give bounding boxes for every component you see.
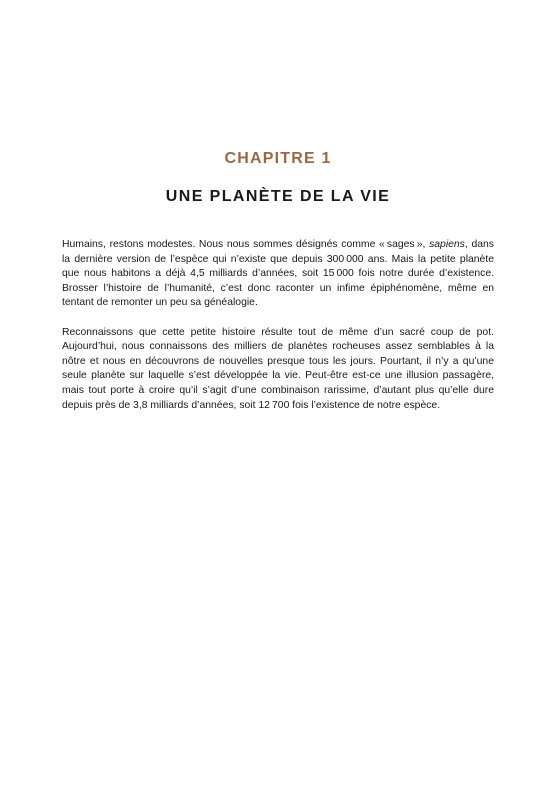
paragraph-2: Reconnaissons que cette petite histoire résulte tout de même d’un sacré coup de pot. Aujourd’hui, nous connaissons des milliers de planètes rocheuses assez semblables à la nôtre et nous en découvrons de nouvelles presque tous les jours. Pourtant, il n’y a qu’une seule planète sur laquelle s’est développée la vie. Peut-être est-ce une illusion passagère, mais tout porte à croire qu’il s’agit d’une combinaison rarissime, d’autant plus qu’elle dure depuis près de 3,8 milliards d’années, soit 12 700 fois l’existence de notre espèce. [62, 326, 494, 411]
paragraph-1-end: , dans la dernière version de l’espèce qui n’existe que depuis 300 000 ans. Mais la petite planète que nous habitons a déjà 4,5 milliards d’années, soit 15 000 fois notre durée d’existence. Brosser l’histoire de l’humanité, c’est donc raconter un infime épiphénomène, même en tentant de remonter un peu sa généalogie. [62, 239, 494, 309]
chapter-title: UNE PLANÈTE DE LA VIE [165, 188, 391, 205]
paragraph-1-emphasis: sapiens [429, 239, 465, 250]
paragraph-1-start: Humains, restons modestes. Nous nous sommes désignés comme « sages », [62, 239, 430, 250]
paragraph-1 [62, 238, 494, 311]
chapter-number: CHAPITRE 1 [224, 150, 332, 167]
body-text [62, 238, 494, 428]
